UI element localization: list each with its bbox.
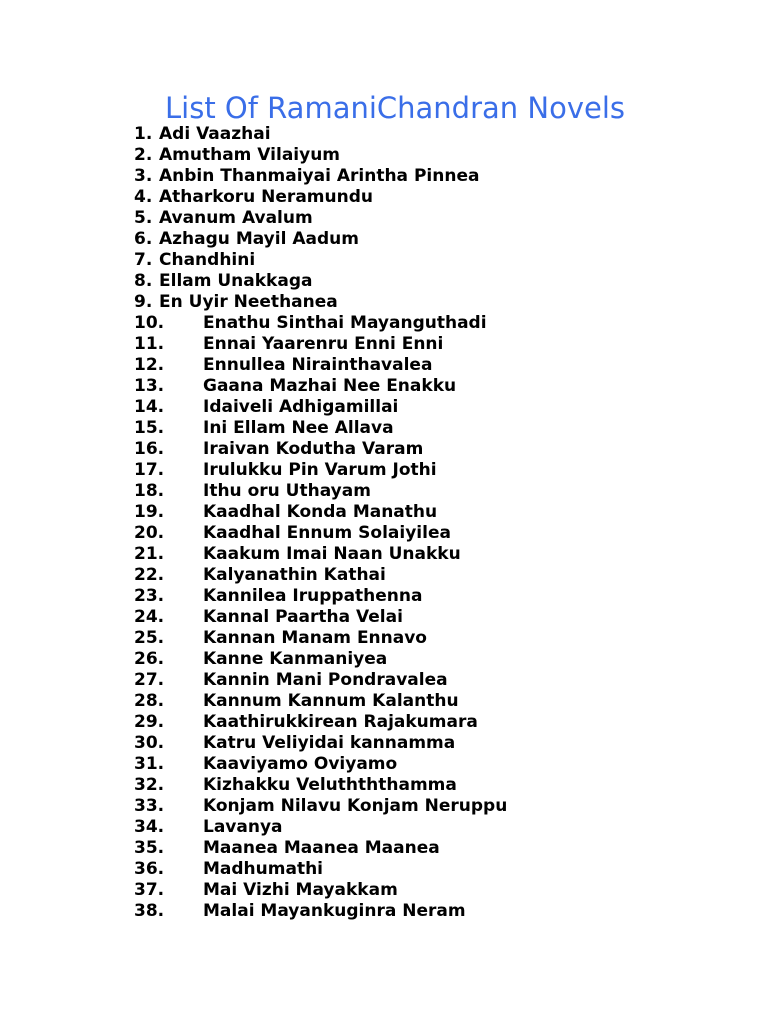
list-item-title: Madhumathi — [203, 859, 324, 879]
list-item-number: 3. — [134, 166, 153, 186]
list-item-number: 6. — [134, 229, 153, 249]
list-item — [134, 649, 507, 670]
list-item-title: Atharkoru Neramundu — [159, 187, 373, 207]
list-item-title: Lavanya — [203, 817, 283, 837]
list-item-title: Kanne Kanmaniyea — [203, 649, 388, 669]
list-item-number: 33. — [134, 796, 165, 816]
list-item — [134, 754, 507, 775]
list-item — [134, 838, 507, 859]
list-item-number: 21. — [134, 544, 165, 564]
list-item-number: 8. — [134, 271, 153, 291]
list-item — [134, 208, 507, 229]
list-item — [134, 859, 507, 880]
list-item-title: Adi Vaazhai — [159, 124, 271, 144]
list-item — [134, 775, 507, 796]
list-item — [134, 418, 507, 439]
list-item — [134, 502, 507, 523]
list-item — [134, 460, 507, 481]
list-item — [134, 880, 507, 901]
list-item-number: 16. — [134, 439, 165, 459]
list-item-number: 26. — [134, 649, 165, 669]
list-item-number: 23. — [134, 586, 165, 606]
list-item-number: 25. — [134, 628, 165, 648]
list-item-title: Kaadhal Konda Manathu — [203, 502, 438, 522]
list-item-title: Kannum Kannum Kalanthu — [203, 691, 459, 711]
list-item — [134, 607, 507, 628]
list-item — [134, 187, 507, 208]
list-item — [134, 397, 507, 418]
list-item — [134, 439, 507, 460]
list-item — [134, 250, 507, 271]
list-item-title: Maanea Maanea Maanea — [203, 838, 440, 858]
list-item-title: Kaadhal Ennum Solaiyilea — [203, 523, 451, 543]
list-item-number: 19. — [134, 502, 165, 522]
list-item — [134, 355, 507, 376]
list-item-number: 35. — [134, 838, 165, 858]
list-item-title: Mai Vizhi Mayakkam — [203, 880, 398, 900]
list-item-number: 37. — [134, 880, 165, 900]
list-item — [134, 691, 507, 712]
list-item-title: Ini Ellam Nee Allava — [203, 418, 394, 438]
list-item — [134, 313, 507, 334]
list-item-number: 28. — [134, 691, 165, 711]
list-item — [134, 901, 507, 922]
list-item-title: Avanum Avalum — [159, 208, 313, 228]
list-item-title: Iraivan Kodutha Varam — [203, 439, 424, 459]
list-item — [134, 817, 507, 838]
list-item-title: Kalyanathin Kathai — [203, 565, 386, 585]
list-item-title: En Uyir Neethanea — [159, 292, 338, 312]
list-item-title: Enathu Sinthai Mayanguthadi — [203, 313, 487, 333]
list-item — [134, 628, 507, 649]
list-item-title: Malai Mayankuginra Neram — [203, 901, 466, 921]
list-item-number: 5. — [134, 208, 153, 228]
list-item-title: Kaathirukkirean Rajakumara — [203, 712, 478, 732]
list-item-title: Kizhakku Veluthththamma — [203, 775, 457, 795]
list-item-number: 15. — [134, 418, 165, 438]
list-item-title: Amutham Vilaiyum — [159, 145, 341, 165]
list-item-title: Anbin Thanmaiyai Arintha Pinnea — [159, 166, 480, 186]
list-item-title: Irulukku Pin Varum Jothi — [203, 460, 437, 480]
list-item-number: 18. — [134, 481, 165, 501]
list-item-title: Ennai Yaarenru Enni Enni — [203, 334, 444, 354]
list-item — [134, 271, 507, 292]
list-item — [134, 124, 507, 145]
list-item — [134, 712, 507, 733]
list-item-number: 7. — [134, 250, 153, 270]
list-item-number: 32. — [134, 775, 165, 795]
list-item-number: 10. — [134, 313, 165, 333]
list-item-number: 29. — [134, 712, 165, 732]
novel-list — [134, 124, 507, 922]
document-title: List Of RamaniChandran Novels — [165, 91, 625, 125]
list-item — [134, 334, 507, 355]
list-item-title: Idaiveli Adhigamillai — [203, 397, 399, 417]
list-item — [134, 586, 507, 607]
list-item-number: 17. — [134, 460, 165, 480]
list-item-number: 4. — [134, 187, 153, 207]
list-item — [134, 733, 507, 754]
list-item — [134, 376, 507, 397]
list-item-number: 13. — [134, 376, 165, 396]
list-item — [134, 166, 507, 187]
list-item-title: Kannan Manam Ennavo — [203, 628, 427, 648]
list-item — [134, 292, 507, 313]
list-item-number: 20. — [134, 523, 165, 543]
list-item-title: Kannin Mani Pondravalea — [203, 670, 448, 690]
list-item-title: Kaaviyamo Oviyamo — [203, 754, 398, 774]
list-item-number: 36. — [134, 859, 165, 879]
list-item-title: Ithu oru Uthayam — [203, 481, 371, 501]
list-item-title: Ennullea Nirainthavalea — [203, 355, 433, 375]
list-item-title: Gaana Mazhai Nee Enakku — [203, 376, 457, 396]
list-item-title: Katru Veliyidai kannamma — [203, 733, 456, 753]
list-item — [134, 565, 507, 586]
list-item-number: 12. — [134, 355, 165, 375]
list-item-number: 38. — [134, 901, 165, 921]
list-item-title: Ellam Unakkaga — [159, 271, 313, 291]
list-item-title: Chandhini — [159, 250, 256, 270]
list-item-number: 30. — [134, 733, 165, 753]
list-item-title: Kannilea Iruppathenna — [203, 586, 423, 606]
list-item — [134, 523, 507, 544]
list-item-number: 27. — [134, 670, 165, 690]
list-item-title: Azhagu Mayil Aadum — [159, 229, 359, 249]
list-item — [134, 145, 507, 166]
list-item — [134, 670, 507, 691]
list-item-title: Kannal Paartha Velai — [203, 607, 403, 627]
list-item-number: 9. — [134, 292, 153, 312]
list-item-number: 24. — [134, 607, 165, 627]
list-item-number: 31. — [134, 754, 165, 774]
list-item-number: 34. — [134, 817, 165, 837]
list-item-number: 22. — [134, 565, 165, 585]
list-item — [134, 544, 507, 565]
list-item — [134, 229, 507, 250]
list-item-number: 1. — [134, 124, 153, 144]
list-item — [134, 796, 507, 817]
list-item-number: 2. — [134, 145, 153, 165]
list-item-title: Kaakum Imai Naan Unakku — [203, 544, 461, 564]
list-item-number: 14. — [134, 397, 165, 417]
list-item — [134, 481, 507, 502]
list-item-title: Konjam Nilavu Konjam Neruppu — [203, 796, 508, 816]
list-item-number: 11. — [134, 334, 165, 354]
